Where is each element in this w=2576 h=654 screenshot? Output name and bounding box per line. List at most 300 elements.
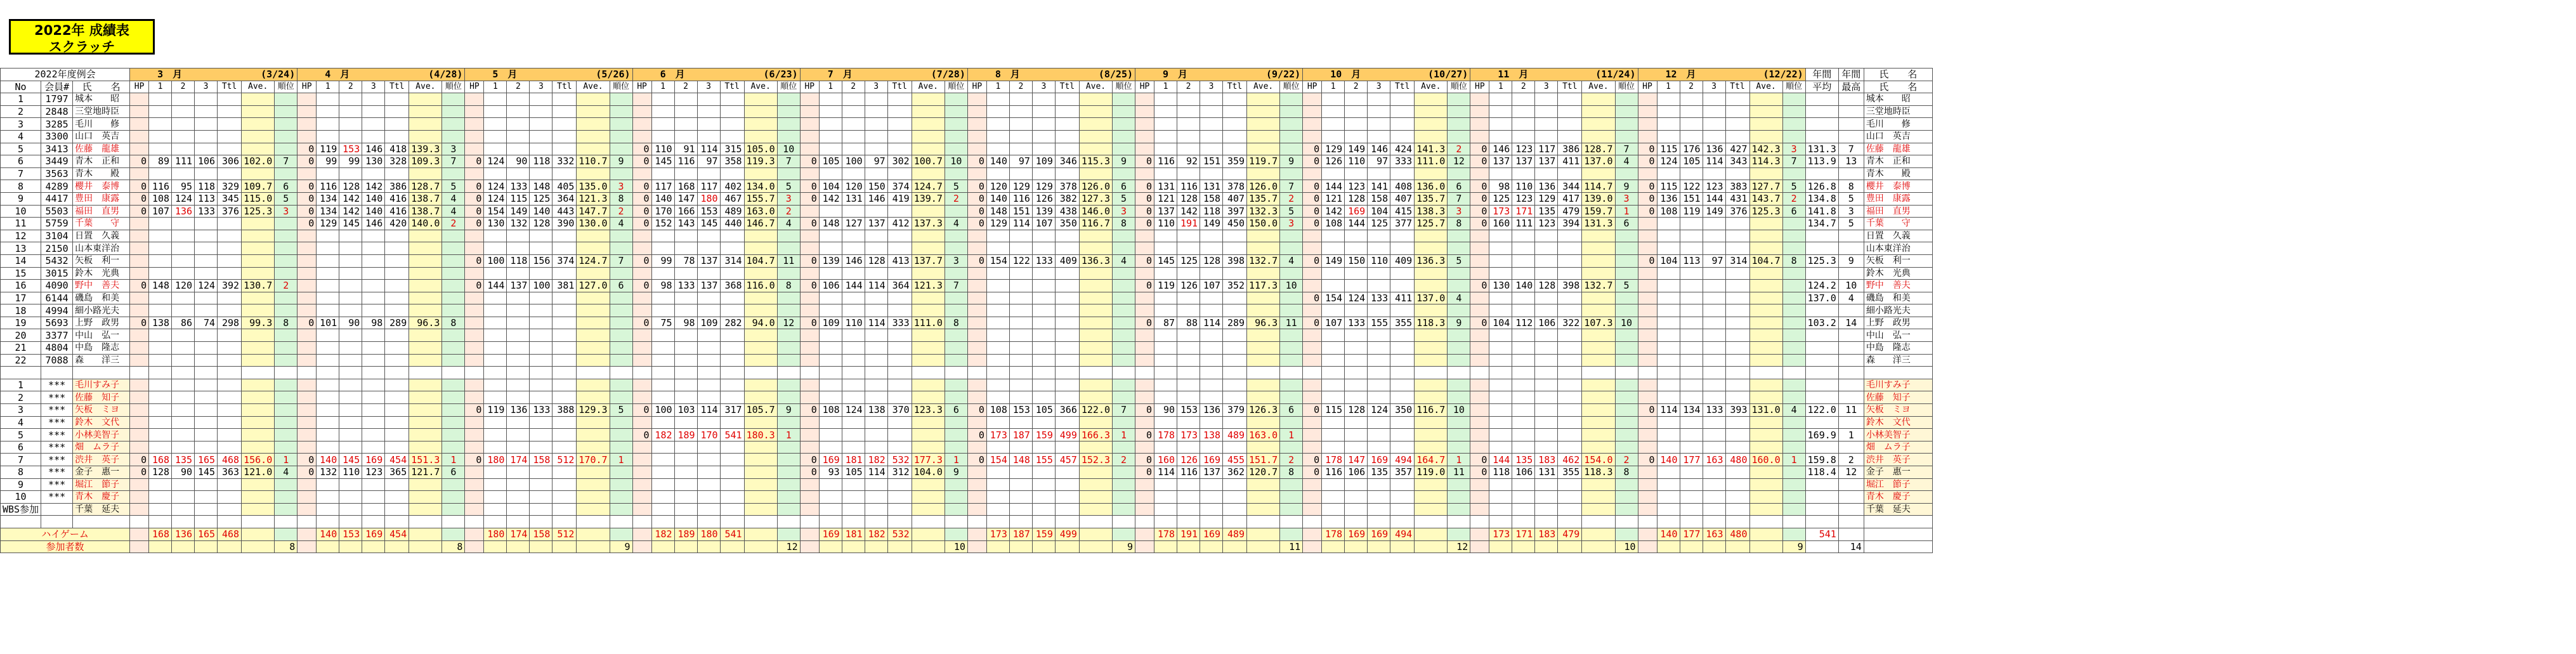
game-2 [1345,267,1368,280]
handicap: 0 [297,466,317,479]
game-3 [865,416,887,429]
game-3 [530,105,552,118]
game-1: 121 [1154,192,1177,205]
game-2 [1177,267,1200,280]
empty-cell [577,540,610,553]
game-2: 116 [1009,192,1032,205]
game-1 [1154,130,1177,143]
empty-cell [1345,516,1368,528]
rank [1448,478,1470,491]
game-2: 153 [1009,404,1032,417]
game-3 [865,491,887,504]
average [912,441,945,454]
month-header-5 [465,69,632,81]
average [1247,242,1280,255]
high-game-value: 136 [172,528,195,540]
game-3: 135 [1368,466,1390,479]
player-name-right: 中山 弘一 [1864,329,1932,342]
average: 121.7 [409,466,442,479]
average [577,478,610,491]
average [242,267,275,280]
handicap [465,105,484,118]
total: 346 [1055,155,1079,168]
rank [610,143,632,155]
total [1558,329,1582,342]
total: 393 [1725,404,1749,417]
high-game-label: ハイゲーム [1,528,130,540]
rank [1782,416,1805,429]
game-2 [1512,130,1535,143]
game-1: 116 [149,180,172,193]
game-3: 130 [362,155,385,168]
average [1415,304,1448,317]
handicap [130,230,149,242]
rank [1280,478,1303,491]
rank: 11 [1448,466,1470,479]
game-3 [530,379,552,391]
guest-row [1,429,1933,441]
handicap [1470,391,1489,404]
game-2 [842,491,865,504]
empty-cell [1657,367,1680,379]
total [1223,416,1247,429]
rank [945,329,967,342]
empty-cell [1390,516,1415,528]
game-1 [484,441,507,454]
game-3 [1703,267,1725,280]
game-3 [195,354,218,367]
rank [1113,329,1135,342]
annual-best-rank [1838,230,1864,242]
rank [275,416,297,429]
game-2 [507,93,530,106]
game-2 [1177,167,1200,180]
high-game-value: 182 [865,528,887,540]
game-2 [842,267,865,280]
total: 408 [1390,180,1415,193]
average [1582,478,1615,491]
game-1: 110 [651,143,674,155]
average [1749,167,1782,180]
total: 455 [1223,454,1247,466]
game-2 [507,416,530,429]
total [1223,130,1247,143]
rank [777,105,800,118]
participant-count: 8 [442,540,465,553]
empty-cell [218,540,242,553]
high-game-value: 174 [507,528,530,540]
handicap [130,218,149,230]
total [218,416,242,429]
game-2: 142 [339,192,362,205]
empty-cell [1177,540,1200,553]
handicap [297,429,317,441]
rank [275,491,297,504]
handicap: 0 [800,404,819,417]
game-3 [1032,466,1055,479]
rank [1280,379,1303,391]
annual-average: 131.3 [1805,143,1838,155]
game-2 [1680,93,1703,106]
rank [1615,429,1638,441]
handicap [1303,429,1322,441]
rank-header: 順位 [777,81,800,93]
game-2 [339,105,362,118]
game-1 [1657,503,1680,516]
game-1 [149,429,172,441]
average [1415,503,1448,516]
average [1582,118,1615,131]
average [577,329,610,342]
total: 392 [218,280,242,292]
average [1415,416,1448,429]
annual-best-rank [1838,379,1864,391]
total [1055,230,1079,242]
game-1: 145 [651,155,674,168]
player-name: 矢板 ミヨ [73,404,130,417]
month-date: (9/22) [1266,69,1301,81]
game-1 [819,242,842,255]
rank [1113,292,1135,304]
player-row [1,242,1933,255]
handicap [967,342,986,355]
total [720,379,744,391]
game-3: 105 [1032,404,1055,417]
empty-cell [1749,367,1782,379]
game-2: 149 [1345,143,1368,155]
empty-cell [275,367,297,379]
average [744,304,777,317]
player-name-right: 日置 久義 [1864,230,1932,242]
game-2: 88 [1177,317,1200,329]
total [218,143,242,155]
game-3 [530,491,552,504]
game-2 [172,143,195,155]
game-1 [1322,230,1345,242]
game-2 [507,167,530,180]
game-2 [842,354,865,367]
game-3 [865,292,887,304]
game-3 [362,167,385,180]
empty-cell [1415,516,1448,528]
handicap [465,317,484,329]
game-2 [1009,280,1032,292]
game-1: 168 [149,454,172,466]
average: 105.7 [744,404,777,417]
handicap: 0 [1135,317,1154,329]
average: 122.0 [1079,404,1112,417]
handicap: 0 [967,254,986,267]
game-1 [1154,342,1177,355]
game-3 [1535,167,1558,180]
player-name-right: 毛川 修 [1864,118,1932,131]
rank [1113,391,1135,404]
game-3 [1535,267,1558,280]
empty-cell [1782,367,1805,379]
game-3 [530,242,552,255]
average [242,441,275,454]
average [1749,218,1782,230]
game-1: 129 [1322,143,1345,155]
game-1: 108 [986,404,1009,417]
empty-cell [819,540,842,553]
rank [945,478,967,491]
total [1725,267,1749,280]
game-3 [1535,93,1558,106]
game-2: 133 [674,280,697,292]
game-3: 169 [1368,454,1390,466]
handicap [130,143,149,155]
game-1: 152 [651,218,674,230]
handicap [130,491,149,504]
game1-header: 1 [819,81,842,93]
game-1: 173 [1489,205,1512,218]
rank [777,379,800,391]
total: 386 [1558,143,1582,155]
game-1: 116 [1154,155,1177,168]
hp-header: HP [967,81,986,93]
average [1415,267,1448,280]
empty-cell [1749,528,1782,540]
rank [275,391,297,404]
game2-header: 2 [507,81,530,93]
average [577,118,610,131]
rank [1113,491,1135,504]
rank [1113,167,1135,180]
total: 289 [1223,317,1247,329]
total-header: Ttl [552,81,577,93]
handicap [297,329,317,342]
game-2 [507,230,530,242]
member-number: 3104 [41,230,73,242]
average: 164.7 [1415,454,1448,466]
handicap: 0 [297,317,317,329]
rank: 8 [1448,218,1470,230]
game-3 [1032,280,1055,292]
handicap: 0 [1303,155,1322,168]
rank [1782,280,1805,292]
game-2 [507,503,530,516]
game-2: 119 [1680,205,1703,218]
month-label: 9 月 [1163,69,1188,81]
handicap: 0 [1135,254,1154,267]
handicap [800,93,819,106]
game-3 [530,304,552,317]
high-game-value: 169 [1345,528,1368,540]
empty-cell [945,367,967,379]
total [552,143,577,155]
empty-cell [577,528,610,540]
rank [945,354,967,367]
game1-header: 1 [1489,81,1512,93]
total: 315 [720,143,744,155]
game-1 [1154,118,1177,131]
empty-cell [130,516,149,528]
average [744,118,777,131]
handicap: 0 [800,454,819,466]
rank [442,242,465,255]
average: 118.3 [1582,466,1615,479]
total: 499 [1055,429,1079,441]
game-2 [674,118,697,131]
annual-best-rank: 3 [1838,205,1864,218]
game-3 [1535,441,1558,454]
average [1415,379,1448,391]
handicap: 0 [1470,466,1489,479]
rank: 10 [777,143,800,155]
average [242,404,275,417]
total [1558,491,1582,504]
game-2 [1345,242,1368,255]
rank [1782,329,1805,342]
game-2: 142 [339,205,362,218]
game-3 [362,354,385,367]
handicap [297,379,317,391]
annual-best-rank [1838,304,1864,317]
month-date: (5/26) [596,69,631,81]
game-2: 147 [1345,454,1368,466]
game-1 [317,130,339,143]
average: 118.3 [1415,317,1448,329]
empty-cell [632,516,651,528]
rank [1280,292,1303,304]
player-name-right: 野中 善夫 [1864,280,1932,292]
average [1079,441,1112,454]
member-number: 6144 [41,292,73,304]
average [1749,416,1782,429]
game-3 [1703,230,1725,242]
row-number: 2 [1,105,41,118]
game-1 [651,503,674,516]
game-3 [1200,292,1223,304]
empty-cell [530,367,552,379]
game-3: 131 [1200,180,1223,193]
average [1749,242,1782,255]
total [887,205,912,218]
total [218,342,242,355]
empty-cell [507,516,530,528]
rank [1448,267,1470,280]
total [385,342,409,355]
average [1749,478,1782,491]
game-1: 129 [986,218,1009,230]
game-2: 116 [1177,466,1200,479]
annual-average [1805,167,1838,180]
empty-cell [385,516,409,528]
game-2: 123 [1512,192,1535,205]
handicap [967,267,986,280]
game-2: 140 [1512,280,1535,292]
handicap [1470,254,1489,267]
handicap [1135,105,1154,118]
handicap [130,391,149,404]
average: 146.0 [1079,205,1112,218]
average: 163.0 [1247,429,1280,441]
rank: 7 [1615,143,1638,155]
participant-count: 8 [275,540,297,553]
average [1749,105,1782,118]
game-2: 146 [842,254,865,267]
rank [275,143,297,155]
player-name-right: 城本 昭 [1864,93,1932,106]
game-3 [530,230,552,242]
total [1725,280,1749,292]
game-3: 124 [195,280,218,292]
game-2 [172,354,195,367]
total: 450 [1223,218,1247,230]
game-3 [1703,354,1725,367]
empty-cell [73,516,130,528]
total [552,105,577,118]
player-name: 山口 英吉 [73,130,130,143]
handicap [1135,391,1154,404]
game2-header: 2 [1177,81,1200,93]
game-2: 127 [842,218,865,230]
game-1 [1657,379,1680,391]
player-name: 福田 直男 [73,205,130,218]
game-3 [195,254,218,267]
high-game-value: 180 [484,528,507,540]
game-2 [339,416,362,429]
average [1079,329,1112,342]
row-number: 4 [1,130,41,143]
game-3: 137 [697,254,720,267]
game-3 [697,105,720,118]
row-number: 9 [1,478,41,491]
total: 413 [887,254,912,267]
game-2 [842,105,865,118]
game3-header: 3 [865,81,887,93]
empty-cell [777,367,800,379]
annual-average: 122.0 [1805,404,1838,417]
game-1 [986,230,1009,242]
handicap [1638,280,1657,292]
game-3 [1535,304,1558,317]
game-1 [149,491,172,504]
rank: 2 [275,280,297,292]
game-2 [172,130,195,143]
average [1415,391,1448,404]
game-1 [986,317,1009,329]
average: 117.3 [1247,280,1280,292]
rank [777,242,800,255]
rank: 1 [1782,454,1805,466]
game-2 [842,143,865,155]
game-2 [842,230,865,242]
game-2: 115 [507,192,530,205]
total [1558,267,1582,280]
game-3 [530,130,552,143]
average: 137.0 [1582,155,1615,168]
average: 99.3 [242,317,275,329]
rank [945,503,967,516]
annual-best-rank [1838,391,1864,404]
game-1 [1657,466,1680,479]
game-3 [1703,292,1725,304]
handicap [967,478,986,491]
average [1415,329,1448,342]
average [577,503,610,516]
total [1725,478,1749,491]
handicap [1135,292,1154,304]
annual-average: 125.3 [1805,254,1838,267]
total [1390,491,1415,504]
game-2 [842,391,865,404]
game-3: 128 [1535,280,1558,292]
game-2 [172,379,195,391]
total [1223,292,1247,304]
rank [777,466,800,479]
